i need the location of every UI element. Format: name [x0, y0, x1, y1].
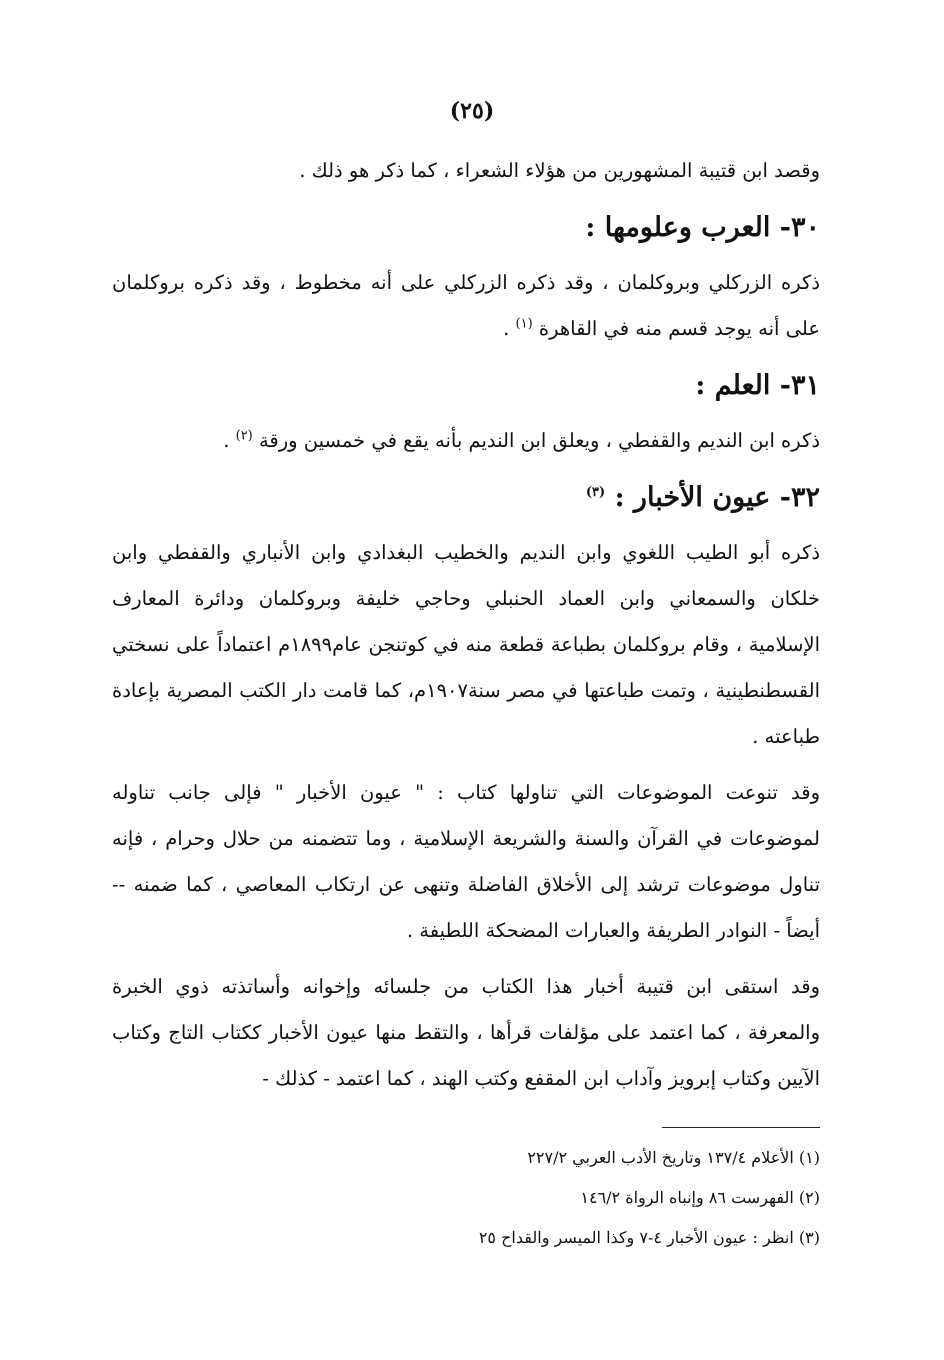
page-number: (٢٥)	[449, 98, 495, 124]
paragraph-30: ذكره الزركلي وبروكلمان ، وقد ذكره الزركلي على أنه مخطوط ، وقد ذكره بروكلمان على أنه يوجد قسم منه في القاهرة $^{(١)}$ .	[112, 271, 820, 340]
section-heading-32: ٣٢- عيون الأخبار : $^{(٣)}$	[585, 482, 820, 513]
footnote-1: (١) الأعلام ١٣٧/٤ وتاريخ الأدب العربي ٢٢٧/٢	[527, 1148, 820, 1167]
paragraph-31: ذكره ابن النديم والقفطي ، ويعلق ابن النديم بأنه يقع في خمسين ورقة $^{(٢)}$ .	[223, 428, 820, 452]
footnote-2: (٢) الفهرست ٨٦ وإنباه الرواة ١٤٦/٢	[580, 1188, 820, 1207]
footnote-3: (٣) انظر : عيون الأخبار ٤-٧ وكذا الميسر والقداح ٢٥	[478, 1228, 820, 1247]
footnote-ref-1[interactable]: (١)	[515, 316, 533, 332]
section-heading-30: ٣٠- العرب وعلومها :	[585, 212, 820, 243]
footnotes	[300, 1138, 820, 1258]
footnote-divider	[662, 1127, 820, 1128]
main-text	[112, 148, 820, 1102]
footnote-ref-2[interactable]: (٢)	[235, 428, 253, 444]
paragraph-32-references: وقد استقى ابن قتيبة أخبار هذا الكتاب من جلسائه وإخوانه وأساتذته ذوي الخبرة والمعرفة ، كما اعتمد على مؤلفات قرأها ، والتقط منها عيون الأخبار ككتاب التاج وكتاب الآيين وكتاب إبرويز وآداب ابن المقفع وكتب الهند ، كما اعتمد - كذلك -	[112, 975, 820, 1090]
paragraph-32-topics: وقد تنوعت الموضوعات التي تناولها كتاب : " عيون الأخبار " فإلى جانب تناوله لموضوعات في القرآن والسنة والشريعة الإسلامية ، وما تتضمنه من حلال وحرام ، فإنه تناول موضوعات ترشد إلى الأخلاق الفاضلة وتنهى عن ارتكاب المعاصي ، كما ضمنه -- أيضاً - النوادر الطريفة والعبارات المضحكة اللطيفة .	[112, 781, 820, 942]
paragraph-32-sources: ذكره أبو الطيب اللغوي وابن النديم والخطيب البغدادي وابن الأنباري والقفطي وابن خلكان والسمعاني وابن العماد الحنبلي وحاجي خليفة وبروكلمان ودائرة المعارف الإسلامية ، وقام بروكلمان بطباعة قطعة منه في كوتنجن عام١٨٩٩م اعتماداً على نسختي القسطنطينية ، وتمت طباعتها في مصر سنة١٩٠٧م، كما قامت دار الكتب المصرية بإعادة طباعته .	[112, 541, 821, 748]
footnote-ref-3[interactable]: (٣)	[585, 485, 606, 500]
paragraph-intro: وقصد ابن قتيبة المشهورين من هؤلاء الشعراء ، كما ذكر هو ذلك .	[299, 159, 820, 182]
section-heading-31: ٣١- العلم :	[695, 370, 820, 401]
